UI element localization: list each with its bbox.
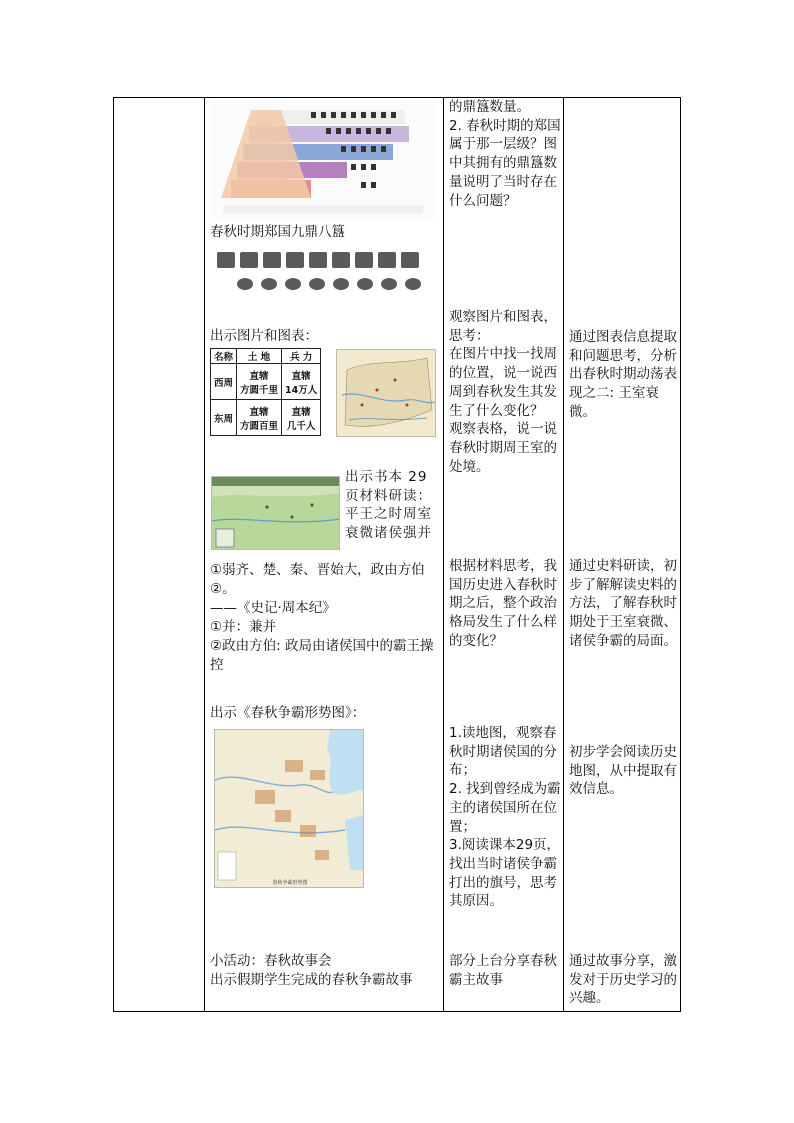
ding-caption: 春秋时期郑国九鼎八簋: [210, 224, 345, 240]
ding-bronze-image: [215, 250, 441, 295]
show-pictures-label: 出示图片和图表：: [210, 328, 318, 344]
map-tasks: 1.读地图，观察春秋时期诸侯国的分布； 2. 找到曾经成为霸主的诸侯国所在位置； 3.阅读课本29页，找出当时诸侯争霸打出的旗号，思考其原因。: [449, 725, 561, 910]
material-source: ——《史记·周本纪》: [210, 600, 336, 616]
table-cell: 直辖 方圆千里: [237, 364, 282, 400]
column-divider: [204, 98, 205, 1011]
note-1: ①并：兼并: [210, 619, 277, 635]
map-caption: 春秋争霸形势图: [272, 880, 308, 886]
table-cell: 西周: [211, 364, 237, 400]
table-header: 名称: [211, 349, 237, 364]
lesson-table: [113, 97, 681, 1012]
table-cell: 直辖 14万人: [282, 364, 321, 400]
material-line2: ①弱齐、楚、秦、晋始大，政由方伯②。: [210, 562, 425, 597]
share-text: 部分上台分享春秋霸主故事: [449, 953, 557, 988]
observe-text: 观察图片和图表，思考： 在图片中找一找周的位置，说一说西周到春秋发生其发生了什么变化？ 观察表格，说一说春秋时期周王室的处境。: [449, 309, 557, 475]
think-text: 根据材料思考，我国历史进入春秋时期之后，整个政治格局发生了什么样的变化？: [449, 558, 557, 649]
material-lead: 出示书本 29页材料研读：: [345, 469, 432, 504]
table-cell: 东周: [211, 400, 237, 436]
table-cell: 直辖 方圆百里: [237, 400, 282, 436]
column-divider: [443, 98, 444, 1011]
material-line1: 平王之时周室衰微诸侯强并: [345, 506, 432, 541]
table-header: 兵 力: [282, 349, 321, 364]
table-header: 土 地: [237, 349, 282, 364]
zhou-map-image: [336, 349, 436, 437]
goal-2: 通过史料研读，初步了解解读史料的方法，了解春秋时期处于王室衰微、诸侯争霸的局面。: [569, 558, 677, 649]
map-label: 出示《春秋争霸形势图》：: [210, 705, 366, 721]
column-divider: [563, 98, 564, 1011]
zhou-comparison-table: [210, 348, 321, 436]
spring-autumn-map: [214, 729, 364, 888]
activity-title: 小活动：春秋故事会: [210, 953, 332, 969]
note-2: ②政由方伯: 政局由诸侯国中的霸王操控: [210, 638, 434, 673]
goal-3: 初步学会阅读历史地图，从中提取有效信息。: [569, 744, 677, 798]
goal-1: 通过图表信息提取和问题思考，分析出春秋时期动荡表现之二: 王室衰微。: [569, 329, 677, 420]
textbook-map-image: [211, 476, 340, 550]
ding-pyramid-figure: [211, 102, 435, 218]
activity-text: 出示假期学生完成的春秋争霸故事: [210, 972, 413, 988]
goal-4: 通过故事分享，激发对于历史学习的兴趣。: [569, 953, 677, 1007]
table-cell: 直辖 几千人: [282, 400, 321, 436]
question-text: 的鼎簋数量。 2. 春秋时期的郑国属于那一层级？图中其拥有的鼎簋数量说明了当时存在什么问题？: [449, 99, 561, 209]
